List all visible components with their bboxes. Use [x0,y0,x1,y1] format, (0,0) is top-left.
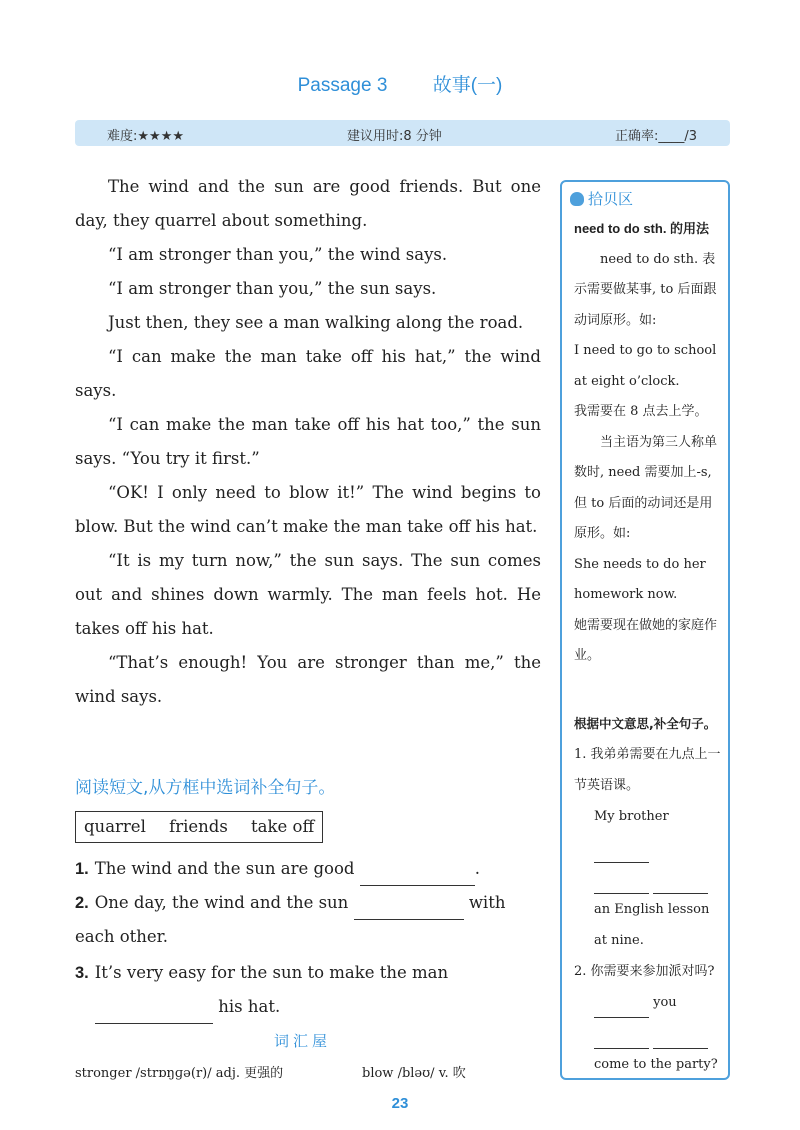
story-paragraph: “I am stronger than you,” the wind says. [108,245,448,264]
sidebar-exercise-title: 根据中文意思,补全句子。 [574,716,717,731]
suggested-time: 建议用时:8 分钟 [347,129,442,144]
shell-icon [570,192,584,206]
page-number: 23 [391,1095,409,1112]
grammar-line: 当主语为第三人称单数时, need 需要加上-s,但 to 后面的动词还是用原形。如: [574,434,718,541]
answer-blank[interactable] [95,1003,213,1024]
question-1: 1. The wind and the sun are good . [75,852,541,886]
word-option: friends [169,817,228,836]
grammar-note [574,214,722,672]
vocab-item: blow /bləʊ/ v. 吹 [362,1066,466,1081]
answer-blank[interactable] [594,1032,649,1049]
passage-title [0,70,800,97]
story-paragraph: Just then, they see a man walking along the road. [108,313,524,332]
answer-blank[interactable] [653,1032,708,1049]
grammar-line: I need to go to school at eight o’clock. [574,343,717,389]
story-paragraph: “I am stronger than you,” the sun says. [108,279,437,298]
sidebar-exercise: 根据中文意思,补全句子。 1. 我弟弟需要在九点上一节英语课。 My brother an English lesson at nine. 2. 你需要来参加派对吗? you come to the party? [574,708,722,1080]
answer-blank[interactable] [594,1001,649,1018]
story-paragraph: “OK! I only need to blow it!” The wind begins to blow. But the wind can’t make the man take off his hat. [75,483,541,536]
answer-blank[interactable] [594,846,649,863]
grammar-line: 我需要在 8 点去上学。 [574,404,708,419]
word-box [75,811,323,843]
grammar-line: 她需要现在做她的家庭作业。 [574,617,718,663]
grammar-line: need to do sth. 表示需要做某事, to 后面跟动词原形。如: [574,251,717,328]
word-option: take off [251,817,315,836]
sidebar-question-1: 1. 我弟弟需要在九点上一节英语课。 [574,747,721,793]
question-2: 2. One day, the wind and the sun with each other. [75,893,506,946]
passage-number: Passage 3 [297,75,388,96]
grammar-line: She needs to do her homework now. [574,556,706,602]
sidebar-title: 拾贝区 [570,188,633,209]
story-text [75,170,541,714]
answer-blank[interactable] [360,865,475,886]
sidebar-question-2: 2. 你需要来参加派对吗? [574,964,715,979]
exercise-instruction: 阅读短文,从方框中选词补全句子。 [75,778,336,798]
difficulty: 难度:★★★★ [107,129,184,144]
info-bar [75,120,730,146]
story-paragraph: “I can make the man take off his hat,” the wind says. [75,347,541,400]
answer-blank[interactable] [594,877,649,894]
story-paragraph: “I can make the man take off his hat too,” the sun says. “You try it first.” [75,415,541,468]
answer-blank[interactable] [653,877,708,894]
story-paragraph: “That’s enough! You are stronger than me,” the wind says. [75,653,541,706]
vocab-item: stronger /strɒŋɡə(r)/ adj. 更强的 [75,1066,284,1081]
story-paragraph: The wind and the sun are good friends. But one day, they quarrel about something. [75,177,541,230]
accuracy: 正确率:____/3 [615,129,698,144]
sidebar-tips [560,180,730,1080]
story-paragraph: “It is my turn now,” the sun says. The sun comes out and shines down warmly. The man feels hot. He takes off his hat. [75,551,541,638]
grammar-title: need to do sth. 的用法 [574,221,710,236]
answer-blank[interactable] [354,899,464,920]
passage-topic: 故事(一) [432,75,503,96]
question-3: 3. It’s very easy for the sun to make the man his hat. [75,956,541,1024]
word-option: quarrel [84,817,146,836]
vocab-title: 词汇屋 [274,1032,332,1050]
